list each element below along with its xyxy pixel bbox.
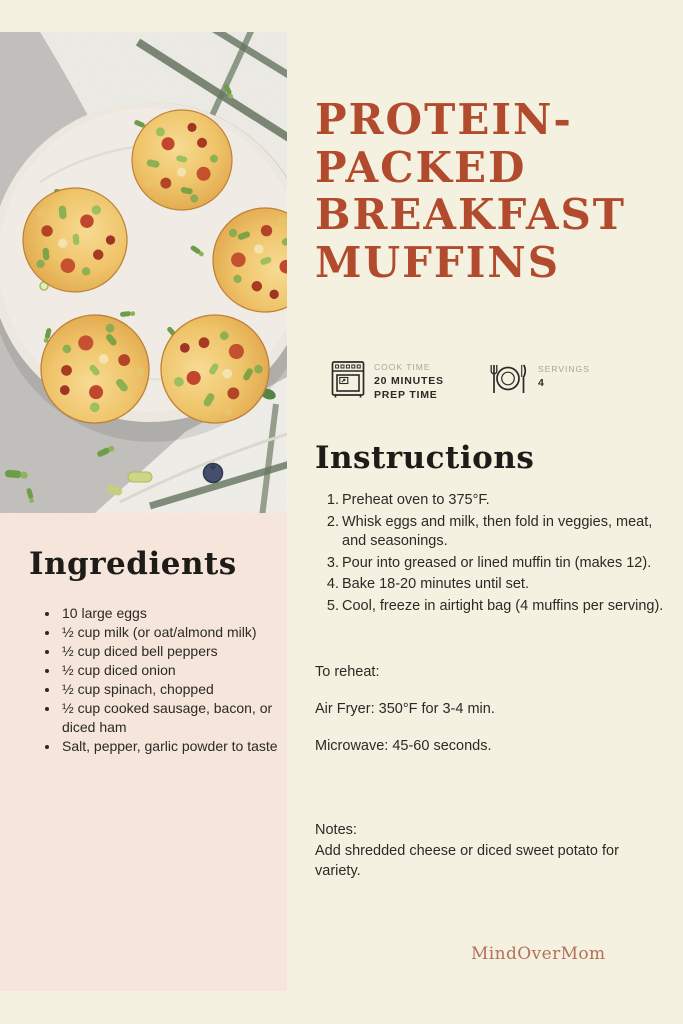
cook-time-text — [374, 359, 444, 401]
step-number: 3. — [326, 554, 339, 571]
cook-time-value: 20 MINUTES — [374, 374, 444, 387]
plate-cutlery-icon — [487, 362, 529, 396]
step-number: 2. — [326, 513, 339, 530]
recipe-photo — [0, 32, 287, 513]
ingredient-item: • ½ cup diced onion — [60, 661, 288, 680]
ingredient-item: • ½ cup cooked sausage, bacon, or diced ham — [60, 699, 288, 737]
step-text: Whisk eggs and milk, then fold in veggies, meat, and seasonings. — [342, 513, 653, 549]
notes-text: Add shredded cheese or diced sweet potato for variety. — [315, 842, 619, 879]
ingredients-list — [44, 604, 288, 756]
reheat-microwave: Microwave: 45-60 seconds. — [315, 738, 492, 754]
ingredient-item: • ½ cup diced bell peppers — [60, 642, 288, 661]
ingredient-item: • ½ cup spinach, chopped — [60, 680, 288, 699]
step-text: Preheat oven to 375°F. — [342, 492, 490, 508]
step-text: Cool, freeze in airtight bag (4 muffins per serving). — [342, 597, 664, 614]
instruction-step — [315, 575, 667, 595]
recipe-title-line: PROTEIN- — [315, 95, 573, 144]
servings-stat — [487, 361, 590, 396]
notes-section — [315, 820, 667, 882]
ingredients-heading: Ingredients — [29, 546, 237, 582]
reheat-section — [315, 662, 667, 773]
step-text: Bake 18-20 minutes until set. — [342, 576, 529, 592]
step-number: 5. — [326, 597, 339, 614]
instructions-list — [315, 491, 667, 618]
egg-muffins-photo-illustration — [0, 32, 287, 513]
servings-label: SERVINGS — [538, 364, 590, 374]
recipe-title-line: BREAKFAST — [315, 190, 627, 239]
prep-time-label: PREP TIME — [374, 389, 438, 401]
instruction-step — [315, 597, 667, 617]
reheat-air-fryer: Air Fryer: 350°F for 3-4 min. — [315, 701, 495, 717]
ingredient-item: • 10 large eggs — [60, 604, 288, 623]
recipe-title — [315, 96, 675, 286]
instruction-step — [315, 491, 667, 511]
instruction-step — [315, 554, 667, 574]
ingredient-item: • Salt, pepper, garlic powder to taste — [60, 737, 288, 756]
brand-mark: MindOverMom — [471, 944, 606, 964]
recipe-title-line: PACKED — [315, 142, 527, 192]
oven-icon — [331, 360, 365, 398]
step-number: 1. — [326, 492, 339, 508]
ingredient-item: • ½ cup milk (or oat/almond milk) — [60, 623, 288, 642]
instruction-step — [315, 513, 667, 552]
cook-time-label: COOK TIME — [374, 362, 431, 372]
step-text: Pour into greased or lined muffin tin (makes 12). — [342, 554, 652, 571]
reheat-intro: To reheat: — [315, 664, 380, 680]
notes-label: Notes: — [315, 822, 357, 838]
instructions-heading: Instructions — [315, 440, 535, 476]
cook-time-stat — [331, 359, 444, 401]
servings-value: 4 — [538, 376, 545, 389]
servings-text — [538, 361, 590, 389]
recipe-title-line: MUFFINS — [315, 237, 561, 287]
step-number: 4. — [326, 576, 339, 592]
